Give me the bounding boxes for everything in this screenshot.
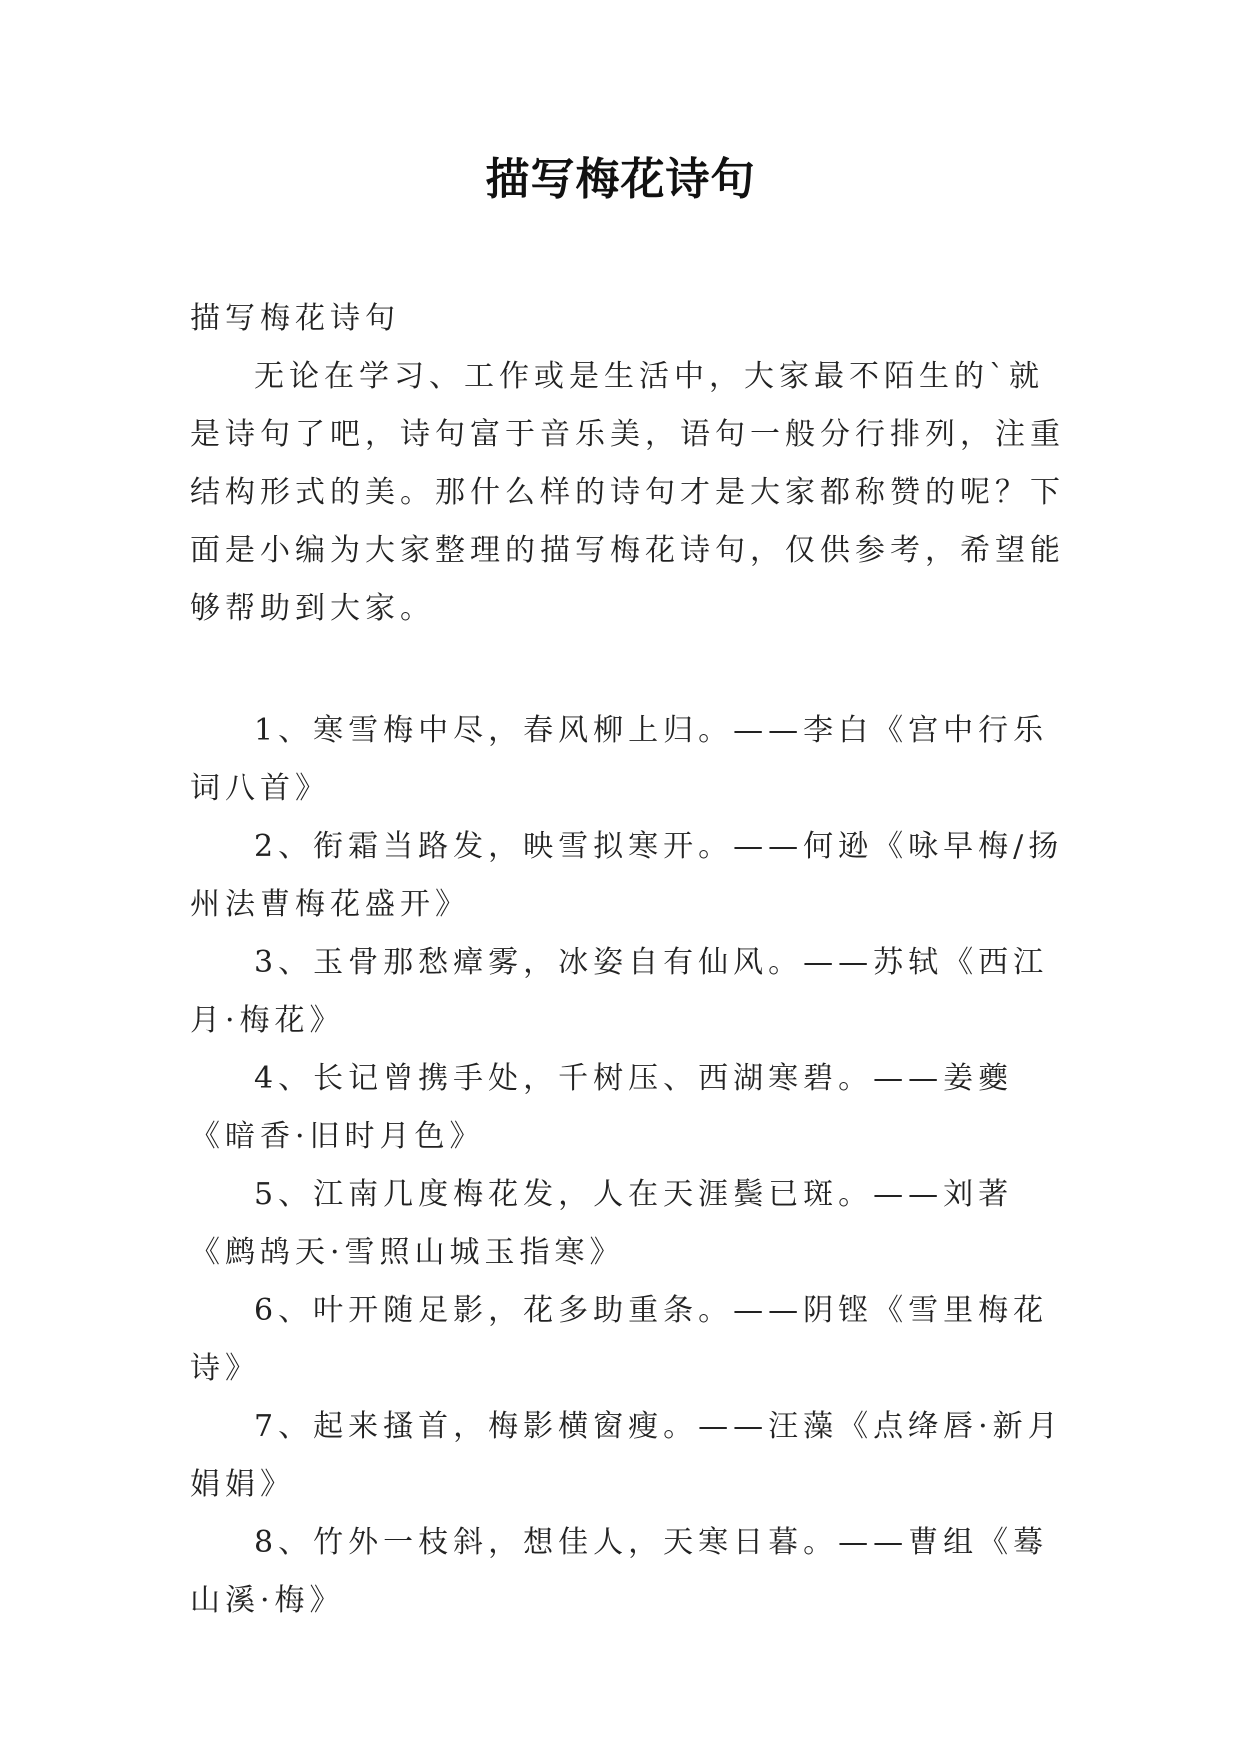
poem-line-7: 7、起来搔首，梅影横窗瘦。——汪藻《点绛唇·新月娟娟》: [190, 1409, 1063, 1502]
document-body: [190, 290, 1065, 1630]
paragraph-spacer: [190, 638, 1065, 702]
poem-line-6: 6、叶开随足影，花多助重条。——阴铿《雪里梅花诗》: [190, 1293, 1049, 1386]
poem-line-2: 2、衔霜当路发，映雪拟寒开。——何逊《咏早梅/扬州法曹梅花盛开》: [190, 829, 1064, 922]
poem-line-1: 1、寒雪梅中尽，春风柳上归。——李白《宫中行乐词八首》: [190, 713, 1049, 806]
intro-paragraph: 无论在学习、工作或是生活中，大家最不陌生的`就是诗句了吧，诗句富于音乐美，语句一般分行排列，注重结构形式的美。那什么样的诗句才是大家都称赞的呢？下面是小编为大家整理的描写梅花诗句，仅供参考，希望能够帮助到大家。: [190, 359, 1065, 626]
section-heading: 描写梅花诗句: [190, 301, 400, 336]
poem-line-3: 3、玉骨那愁瘴雾，冰姿自有仙风。——苏轼《西江月·梅花》: [190, 945, 1049, 1038]
poem-line-5: 5、江南几度梅花发，人在天涯鬓已斑。——刘著《鹧鸪天·雪照山城玉指寒》: [190, 1177, 1014, 1270]
document-title: 描写梅花诗句: [485, 154, 756, 205]
poem-line-8: 8、竹外一枝斜，想佳人，天寒日暮。——曹组《蓦山溪·梅》: [190, 1525, 1049, 1618]
poem-line-4: 4、长记曾携手处，千树压、西湖寒碧。——姜夔《暗香·旧时月色》: [190, 1061, 1014, 1154]
